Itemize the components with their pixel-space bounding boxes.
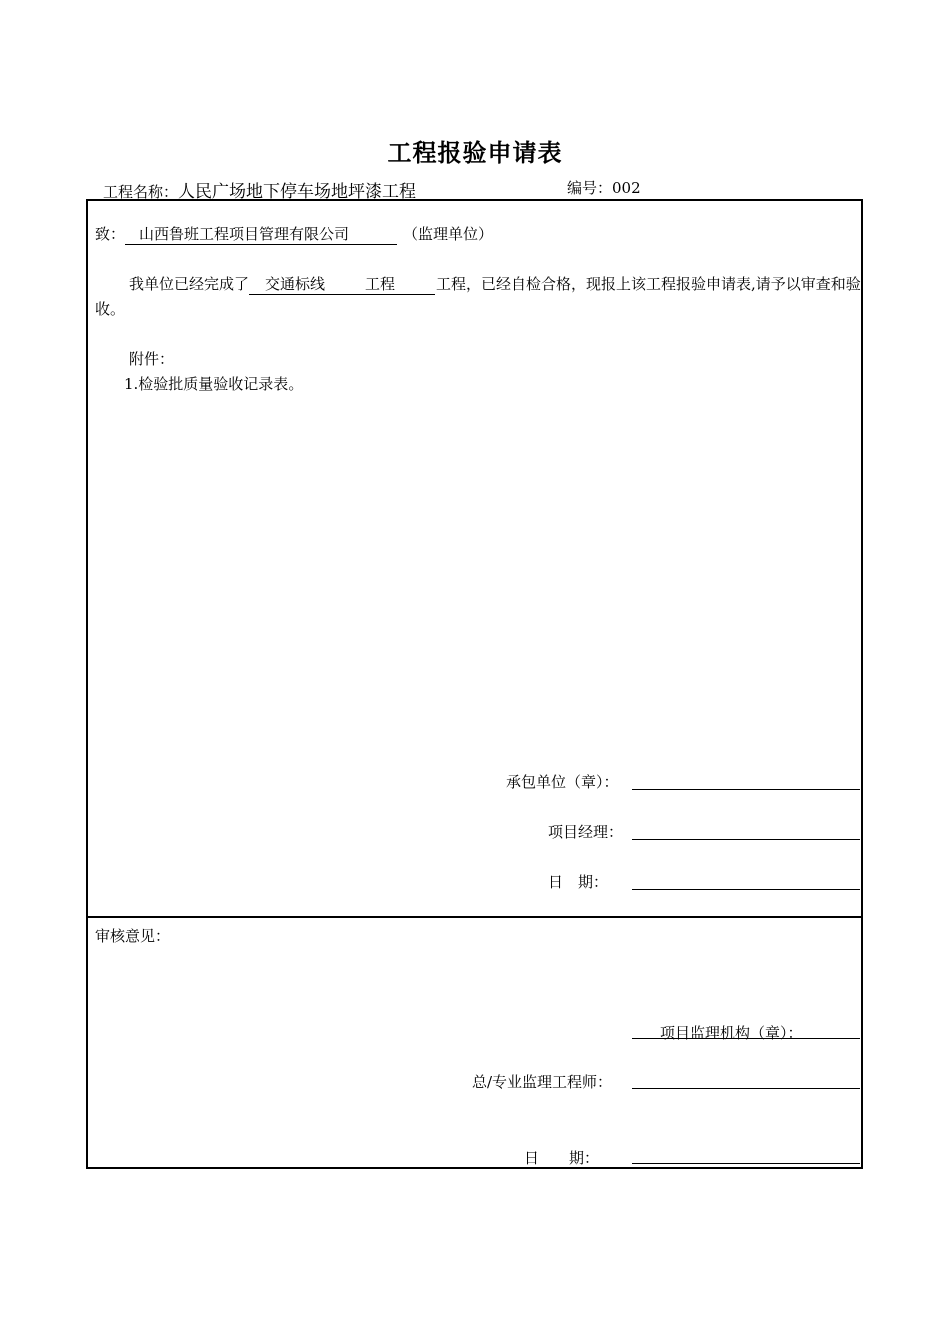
supervising-engineer-label: 总/专业监理工程师： bbox=[472, 1073, 613, 1091]
attachment-item: 1.检验批质量验收记录表。 bbox=[124, 375, 304, 393]
supervision-agency-field bbox=[632, 1022, 860, 1042]
section-divider bbox=[86, 916, 863, 918]
recipient-company: 山西鲁班工程项目管理有限公司 bbox=[125, 223, 397, 245]
supervising-engineer-line bbox=[632, 1088, 860, 1089]
body-text-before: 我单位已经完成了 bbox=[129, 275, 250, 293]
supervision-agency-label: 项目监理机构（章）： bbox=[660, 1024, 803, 1042]
recipient-label: 致： bbox=[95, 225, 126, 243]
work-item-unit: 工程 bbox=[365, 275, 396, 293]
body-text-after bbox=[436, 273, 861, 294]
project-manager-label: 项目经理： bbox=[548, 823, 624, 841]
project-name-label: 工程名称： bbox=[103, 183, 179, 201]
project-manager-line bbox=[632, 839, 860, 840]
form-number bbox=[567, 177, 641, 198]
body-text-after-content: 工程，已经自检合格，现报上该工程报验申请表,请予以审查和验 bbox=[436, 275, 861, 293]
contractor-date-label: 日 期： bbox=[548, 873, 609, 891]
review-date-line bbox=[632, 1163, 860, 1164]
body-line-2: 收。 bbox=[95, 300, 126, 318]
page-title: 工程报验申请表 bbox=[387, 138, 563, 167]
project-name-value: 人民广场地下停车场地坪漆工程 bbox=[178, 182, 417, 202]
contractor-date-line bbox=[632, 889, 860, 890]
recipient-line bbox=[95, 223, 493, 245]
form-number-value: 002 bbox=[612, 179, 641, 197]
body-line-1 bbox=[129, 273, 435, 295]
recipient-suffix: （监理单位） bbox=[403, 225, 494, 243]
attachments-label: 附件： bbox=[129, 350, 175, 368]
form-number-label: 编号： bbox=[567, 179, 613, 197]
review-opinion-label: 审核意见： bbox=[95, 927, 171, 945]
contractor-unit-label: 承包单位（章）： bbox=[506, 773, 619, 791]
work-item-value: 交通标线 bbox=[265, 275, 326, 293]
body-work-item bbox=[249, 273, 435, 295]
review-date-label: 日 期： bbox=[524, 1149, 600, 1167]
contractor-unit-line bbox=[632, 789, 860, 790]
